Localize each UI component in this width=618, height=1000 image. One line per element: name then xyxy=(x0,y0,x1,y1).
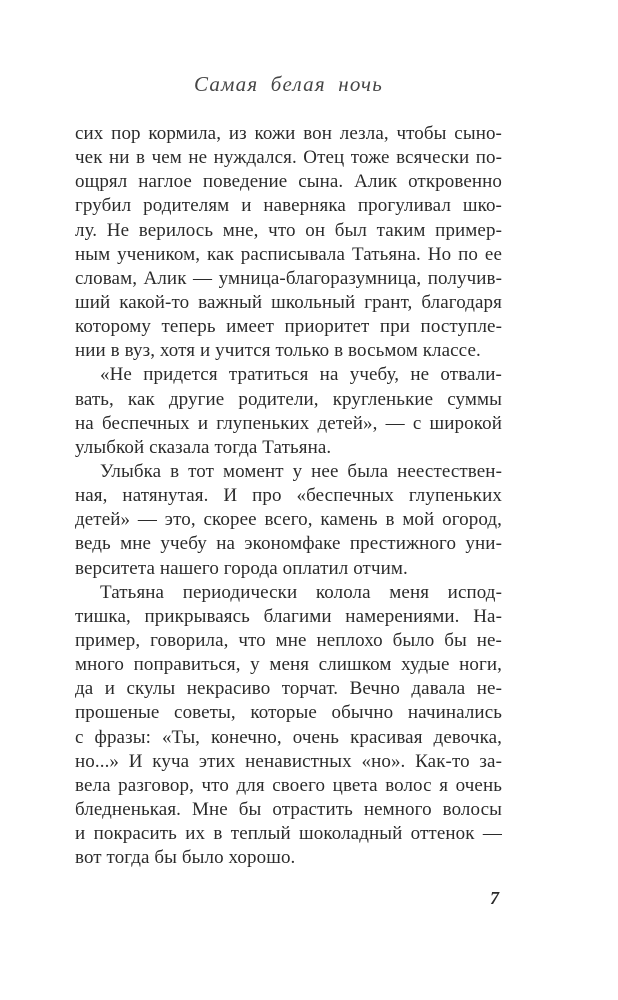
text-line: «Не придется тратиться на учебу, не отвали- xyxy=(100,364,502,386)
text-line: нии в вуз, хотя и учится только в восьмом классе. xyxy=(75,340,481,362)
text-line: бледненькая. Мне бы отрастить немного волосы xyxy=(75,798,502,820)
text-line: пример, говорила, что мне неплохо было бы не- xyxy=(75,629,502,651)
text-line: детей» — это, скорее всего, камень в мой огород, xyxy=(75,509,502,531)
text-line: Улыбка в тот момент у нее была неестествен- xyxy=(100,460,502,482)
text-line: вот тогда бы было хорошо. xyxy=(75,847,296,869)
text-line: прошеные советы, которые обычно начинались xyxy=(75,702,502,724)
text-line: улыбкой сказала тогда Татьяна. xyxy=(75,436,332,458)
text-line: ведь мне учебу на экономфаке престижного уни- xyxy=(75,533,502,555)
text-line: тишка, прикрываясь благими намерениями. На- xyxy=(75,605,502,627)
text-line: вела разговор, что для своего цвета волос я очень xyxy=(75,774,502,796)
text-line: но...» И куча этих ненавистных «но». Как-то за- xyxy=(75,750,502,772)
text-line: ная, натянутая. И про «беспечных глупеньких xyxy=(75,485,502,507)
text-line: словам, Алик — умница-благоразумница, получив- xyxy=(75,267,502,289)
text-line: ший какой-то важный школьный грант, благодаря xyxy=(75,291,502,313)
text-line: ным учеником, как расписывала Татьяна. Но по ее xyxy=(75,243,502,265)
page-number: 7 xyxy=(490,888,499,908)
text-line: с фразы: «Ты, конечно, очень красивая девочка, xyxy=(75,726,502,748)
text-line: Татьяна периодически колола меня испод- xyxy=(100,581,502,603)
text-line: да и скулы некрасиво торчат. Вечно давала не- xyxy=(75,678,502,700)
text-line: которому теперь имеет приоритет при поступле- xyxy=(75,316,502,338)
text-line: чек ни в чем не нуждался. Отец тоже всячески по- xyxy=(75,147,502,169)
page-body-text xyxy=(75,122,502,870)
text-line: вать, как другие родители, кругленькие суммы xyxy=(75,388,502,410)
text-line: и покрасить их в теплый шоколадный оттенок — xyxy=(75,823,502,845)
text-line: верситета нашего города оплатил отчим. xyxy=(75,557,408,579)
text-line: много поправиться, у меня слишком худые ноги, xyxy=(75,654,502,676)
text-line: лу. Не верилось мне, что он был таким пример- xyxy=(75,219,502,241)
text-line: грубил родителям и наверняка прогуливал шко- xyxy=(75,195,502,217)
running-header: Самая белая ночь xyxy=(194,72,383,96)
text-line: сих пор кормила, из кожи вон лезла, чтобы сыно- xyxy=(75,123,502,144)
text-line: на беспечных и глупеньких детей», — с широкой xyxy=(75,412,502,434)
text-line: ощрял наглое поведение сына. Алик откровенно xyxy=(75,171,502,193)
